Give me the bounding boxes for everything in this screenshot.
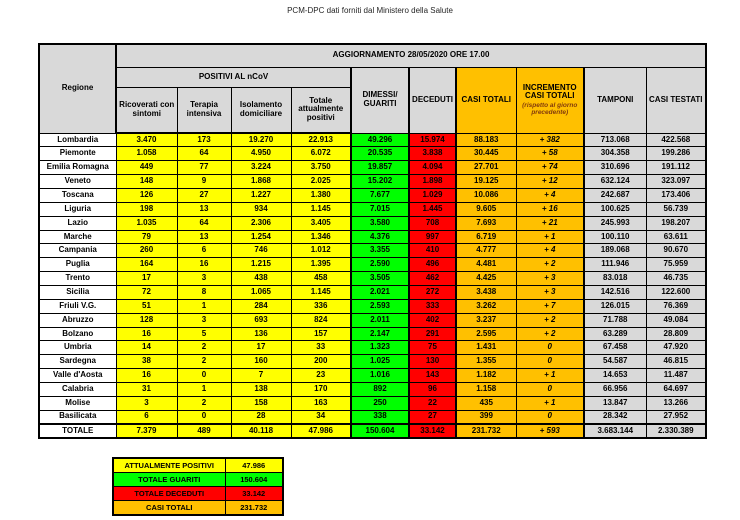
value-cell: 28.809 (646, 327, 706, 341)
value-cell: 1.215 (231, 258, 291, 272)
value-cell: 22 (409, 396, 456, 410)
value-cell: 4.425 (456, 272, 516, 286)
value-cell: 2.011 (351, 313, 409, 327)
value-cell: 143 (409, 369, 456, 383)
column-header-incremento (516, 67, 584, 133)
table-row (39, 147, 706, 161)
value-cell: 90.670 (646, 244, 706, 258)
summary-row (113, 487, 283, 501)
value-cell: 13 (177, 202, 231, 216)
value-cell: 56.739 (646, 202, 706, 216)
table-row (39, 161, 706, 175)
value-cell: 1.145 (291, 202, 351, 216)
value-cell: 198 (116, 202, 177, 216)
region-cell: Veneto (39, 175, 116, 189)
value-cell: 231.732 (456, 424, 516, 438)
summary-value: 47.986 (225, 458, 283, 472)
value-cell: 27.952 (646, 410, 706, 424)
table-row (39, 244, 706, 258)
value-cell: 632.124 (584, 175, 646, 189)
value-cell: 198.207 (646, 216, 706, 230)
value-cell: 20.535 (351, 147, 409, 161)
column-header-casi-testati: CASI TESTATI (646, 67, 706, 133)
region-cell: Sicilia (39, 285, 116, 299)
value-cell: 1.445 (409, 202, 456, 216)
value-cell: + 16 (516, 202, 584, 216)
value-cell: 2.025 (291, 175, 351, 189)
table-row (39, 299, 706, 313)
value-cell: 6.072 (291, 147, 351, 161)
value-cell: 0 (177, 369, 231, 383)
value-cell: 189.068 (584, 244, 646, 258)
value-cell: 242.687 (584, 188, 646, 202)
summary-label: CASI TOTALI (113, 501, 225, 515)
value-cell: 75.959 (646, 258, 706, 272)
value-cell: 163 (291, 396, 351, 410)
value-cell: 27 (177, 188, 231, 202)
region-cell: Calabria (39, 382, 116, 396)
value-cell: 46.815 (646, 355, 706, 369)
column-header-terapia-intensiva: Terapia intensiva (177, 87, 231, 133)
value-cell: 713.068 (584, 133, 646, 147)
value-cell: 1.431 (456, 341, 516, 355)
value-cell: 1.323 (351, 341, 409, 355)
column-header-tamponi: TAMPONI (584, 67, 646, 133)
value-cell: 111.946 (584, 258, 646, 272)
value-cell: + 2 (516, 327, 584, 341)
value-cell: 2 (177, 396, 231, 410)
value-cell: 2 (177, 341, 231, 355)
summary-row (113, 458, 283, 472)
value-cell: + 1 (516, 369, 584, 383)
value-cell: 1.145 (291, 285, 351, 299)
table-row (39, 355, 706, 369)
summary-row (113, 472, 283, 486)
value-cell: 157 (291, 327, 351, 341)
value-cell: 3.237 (456, 313, 516, 327)
value-cell: + 7 (516, 299, 584, 313)
table-row (39, 341, 706, 355)
value-cell: 5 (177, 327, 231, 341)
value-cell: 2.306 (231, 216, 291, 230)
value-cell: 126.015 (584, 299, 646, 313)
value-cell: 693 (231, 313, 291, 327)
value-cell: 100.110 (584, 230, 646, 244)
value-cell: 824 (291, 313, 351, 327)
summary-label: ATTUALMENTE POSITIVI (113, 458, 225, 472)
region-cell: Emilia Romagna (39, 161, 116, 175)
totals-row (39, 424, 706, 438)
value-cell: 173.406 (646, 188, 706, 202)
value-cell: 76.369 (646, 299, 706, 313)
table-row (39, 216, 706, 230)
value-cell: 96 (409, 382, 456, 396)
value-cell: 1 (177, 382, 231, 396)
value-cell: 54.587 (584, 355, 646, 369)
value-cell: 22.913 (291, 133, 351, 147)
value-cell: 47.986 (291, 424, 351, 438)
value-cell: + 58 (516, 147, 584, 161)
value-cell: 3.505 (351, 272, 409, 286)
value-cell: 3.224 (231, 161, 291, 175)
column-group-positivi: POSITIVI AL nCoV (116, 67, 351, 87)
value-cell: 160 (231, 355, 291, 369)
region-cell: Liguria (39, 202, 116, 216)
value-cell: 1.868 (231, 175, 291, 189)
value-cell: 27 (409, 410, 456, 424)
column-header-isolamento: Isolamento domiciliare (231, 87, 291, 133)
value-cell: + 4 (516, 188, 584, 202)
summary-row (113, 501, 283, 515)
value-cell: 1.898 (409, 175, 456, 189)
value-cell: 33 (291, 341, 351, 355)
table-row (39, 258, 706, 272)
value-cell: + 2 (516, 258, 584, 272)
column-header-dimessi-guariti: DIMESSI/ GUARITI (351, 67, 409, 133)
table-row (39, 313, 706, 327)
value-cell: 1.058 (116, 147, 177, 161)
table-row (39, 410, 706, 424)
column-header-ricoverati: Ricoverati con sintomi (116, 87, 177, 133)
value-cell: 323.097 (646, 175, 706, 189)
value-cell: + 4 (516, 244, 584, 258)
value-cell: 1.380 (291, 188, 351, 202)
value-cell: 1.227 (231, 188, 291, 202)
value-cell: 3.580 (351, 216, 409, 230)
value-cell: 75 (409, 341, 456, 355)
value-cell: 4.950 (231, 147, 291, 161)
value-cell: 304.358 (584, 147, 646, 161)
value-cell: 7.677 (351, 188, 409, 202)
value-cell: 0 (516, 355, 584, 369)
table-row (39, 133, 706, 147)
value-cell: 14.653 (584, 369, 646, 383)
value-cell: 16 (177, 258, 231, 272)
value-cell: 63.611 (646, 230, 706, 244)
value-cell: 310.696 (584, 161, 646, 175)
value-cell: 2 (177, 355, 231, 369)
value-cell: 2.021 (351, 285, 409, 299)
value-cell: 170 (291, 382, 351, 396)
value-cell: 17 (231, 341, 291, 355)
table-row (39, 285, 706, 299)
region-cell: Valle d'Aosta (39, 369, 116, 383)
region-cell: Sardegna (39, 355, 116, 369)
value-cell: 19.270 (231, 133, 291, 147)
region-cell: Abruzzo (39, 313, 116, 327)
table-row (39, 382, 706, 396)
value-cell: 1.395 (291, 258, 351, 272)
value-cell: 489 (177, 424, 231, 438)
value-cell: 997 (409, 230, 456, 244)
value-cell: 64 (177, 216, 231, 230)
value-cell: 15.202 (351, 175, 409, 189)
value-cell: 438 (231, 272, 291, 286)
value-cell: 3.683.144 (584, 424, 646, 438)
value-cell: 892 (351, 382, 409, 396)
value-cell: 49.084 (646, 313, 706, 327)
summary-label: TOTALE DECEDUTI (113, 487, 225, 501)
incremento-note: (rispetto al giorno precedente) (522, 102, 578, 117)
value-cell: 13 (177, 230, 231, 244)
region-cell: Lombardia (39, 133, 116, 147)
value-cell: 458 (291, 272, 351, 286)
value-cell: 122.600 (646, 285, 706, 299)
value-cell: 449 (116, 161, 177, 175)
region-cell: Friuli V.G. (39, 299, 116, 313)
value-cell: 33.142 (409, 424, 456, 438)
table-row (39, 230, 706, 244)
value-cell: 128 (116, 313, 177, 327)
value-cell: + 74 (516, 161, 584, 175)
value-cell: + 21 (516, 216, 584, 230)
value-cell: 0 (177, 410, 231, 424)
column-header-regione: Regione (39, 44, 116, 133)
value-cell: 7.015 (351, 202, 409, 216)
value-cell: 28 (231, 410, 291, 424)
value-cell: 291 (409, 327, 456, 341)
value-cell: 1.035 (116, 216, 177, 230)
value-cell: 30.445 (456, 147, 516, 161)
value-cell: 1 (177, 299, 231, 313)
value-cell: 3 (177, 313, 231, 327)
value-cell: 51 (116, 299, 177, 313)
value-cell: 136 (231, 327, 291, 341)
table-row (39, 272, 706, 286)
value-cell: 284 (231, 299, 291, 313)
value-cell: 7 (231, 369, 291, 383)
value-cell: 9 (177, 175, 231, 189)
value-cell: 63.289 (584, 327, 646, 341)
value-cell: 130 (409, 355, 456, 369)
value-cell: 422.568 (646, 133, 706, 147)
region-cell: Basilicata (39, 410, 116, 424)
value-cell: 3 (177, 272, 231, 286)
value-cell: 100.625 (584, 202, 646, 216)
region-rows (39, 133, 706, 438)
value-cell: 250 (351, 396, 409, 410)
value-cell: 3.750 (291, 161, 351, 175)
value-cell: 336 (291, 299, 351, 313)
value-cell: 6.719 (456, 230, 516, 244)
value-cell: 46.735 (646, 272, 706, 286)
value-cell: 8 (177, 285, 231, 299)
incremento-title: INCREMENTO CASI TOTALI (522, 82, 577, 101)
value-cell: 77 (177, 161, 231, 175)
value-cell: 496 (409, 258, 456, 272)
column-header-deceduti: DECEDUTI (409, 67, 456, 133)
summary-value: 33.142 (225, 487, 283, 501)
table-row (39, 202, 706, 216)
value-cell: 19.857 (351, 161, 409, 175)
value-cell: 3.405 (291, 216, 351, 230)
value-cell: + 3 (516, 285, 584, 299)
value-cell: 83.018 (584, 272, 646, 286)
value-cell: + 1 (516, 230, 584, 244)
value-cell: 0 (516, 382, 584, 396)
region-cell: TOTALE (39, 424, 116, 438)
region-cell: Campania (39, 244, 116, 258)
value-cell: 1.016 (351, 369, 409, 383)
value-cell: 4.094 (409, 161, 456, 175)
value-cell: 2.590 (351, 258, 409, 272)
region-cell: Bolzano (39, 327, 116, 341)
value-cell: 1.029 (409, 188, 456, 202)
table-row (39, 188, 706, 202)
value-cell: + 382 (516, 133, 584, 147)
value-cell: 4.376 (351, 230, 409, 244)
value-cell: 399 (456, 410, 516, 424)
value-cell: 1.158 (456, 382, 516, 396)
value-cell: 64.697 (646, 382, 706, 396)
value-cell: 200 (291, 355, 351, 369)
value-cell: 272 (409, 285, 456, 299)
value-cell: 333 (409, 299, 456, 313)
value-cell: 47.920 (646, 341, 706, 355)
value-cell: 34 (291, 410, 351, 424)
value-cell: 16 (116, 369, 177, 383)
value-cell: 410 (409, 244, 456, 258)
value-cell: 0 (516, 341, 584, 355)
value-cell: 3.470 (116, 133, 177, 147)
value-cell: 3.838 (409, 147, 456, 161)
value-cell: 2.330.389 (646, 424, 706, 438)
value-cell: 79 (116, 230, 177, 244)
value-cell: 3 (116, 396, 177, 410)
value-cell: 38 (116, 355, 177, 369)
value-cell: 158 (231, 396, 291, 410)
summary-table (112, 457, 284, 516)
value-cell: 708 (409, 216, 456, 230)
value-cell: 64 (177, 147, 231, 161)
value-cell: 27.701 (456, 161, 516, 175)
value-cell: 0 (516, 410, 584, 424)
value-cell: 462 (409, 272, 456, 286)
value-cell: 49.296 (351, 133, 409, 147)
covid-region-table (38, 43, 707, 439)
region-cell: Puglia (39, 258, 116, 272)
value-cell: 10.086 (456, 188, 516, 202)
value-cell: 66.956 (584, 382, 646, 396)
value-cell: 7.693 (456, 216, 516, 230)
value-cell: 23 (291, 369, 351, 383)
value-cell: 1.025 (351, 355, 409, 369)
value-cell: 934 (231, 202, 291, 216)
value-cell: 164 (116, 258, 177, 272)
value-cell: 88.183 (456, 133, 516, 147)
value-cell: 40.118 (231, 424, 291, 438)
value-cell: 2.595 (456, 327, 516, 341)
value-cell: 4.777 (456, 244, 516, 258)
table-row (39, 396, 706, 410)
value-cell: 1.346 (291, 230, 351, 244)
value-cell: 3.438 (456, 285, 516, 299)
value-cell: 72 (116, 285, 177, 299)
region-cell: Piemonte (39, 147, 116, 161)
value-cell: 260 (116, 244, 177, 258)
region-cell: Molise (39, 396, 116, 410)
value-cell: 1.254 (231, 230, 291, 244)
value-cell: 199.286 (646, 147, 706, 161)
region-cell: Lazio (39, 216, 116, 230)
page-title: PCM-DPC dati forniti dal Ministero della Salute (287, 6, 453, 15)
value-cell: 435 (456, 396, 516, 410)
value-cell: 15.974 (409, 133, 456, 147)
region-cell: Marche (39, 230, 116, 244)
value-cell: + 593 (516, 424, 584, 438)
value-cell: 338 (351, 410, 409, 424)
value-cell: 138 (231, 382, 291, 396)
value-cell: 402 (409, 313, 456, 327)
value-cell: 1.355 (456, 355, 516, 369)
summary-rows (113, 458, 283, 515)
summary-label: TOTALE GUARITI (113, 472, 225, 486)
summary-value: 231.732 (225, 501, 283, 515)
value-cell: 11.487 (646, 369, 706, 383)
value-cell: 1.065 (231, 285, 291, 299)
value-cell: + 3 (516, 272, 584, 286)
value-cell: 13.847 (584, 396, 646, 410)
region-cell: Trento (39, 272, 116, 286)
value-cell: 142.516 (584, 285, 646, 299)
value-cell: 16 (116, 327, 177, 341)
value-cell: 191.112 (646, 161, 706, 175)
update-timestamp-header: AGGIORNAMENTO 28/05/2020 ORE 17.00 (116, 44, 706, 67)
value-cell: 71.788 (584, 313, 646, 327)
region-cell: Toscana (39, 188, 116, 202)
value-cell: + 2 (516, 313, 584, 327)
table-row (39, 327, 706, 341)
value-cell: 3.355 (351, 244, 409, 258)
value-cell: + 12 (516, 175, 584, 189)
column-header-casi-totali: CASI TOTALI (456, 67, 516, 133)
value-cell: 2.593 (351, 299, 409, 313)
value-cell: 9.605 (456, 202, 516, 216)
value-cell: 14 (116, 341, 177, 355)
value-cell: 6 (177, 244, 231, 258)
value-cell: 126 (116, 188, 177, 202)
summary-value: 150.604 (225, 472, 283, 486)
value-cell: 31 (116, 382, 177, 396)
value-cell: 148 (116, 175, 177, 189)
value-cell: 13.266 (646, 396, 706, 410)
value-cell: 1.182 (456, 369, 516, 383)
value-cell: 19.125 (456, 175, 516, 189)
value-cell: 17 (116, 272, 177, 286)
table-row (39, 175, 706, 189)
value-cell: 28.342 (584, 410, 646, 424)
table-row (39, 369, 706, 383)
value-cell: 3.262 (456, 299, 516, 313)
region-cell: Umbria (39, 341, 116, 355)
value-cell: 6 (116, 410, 177, 424)
value-cell: 150.604 (351, 424, 409, 438)
value-cell: 2.147 (351, 327, 409, 341)
value-cell: 67.458 (584, 341, 646, 355)
column-header-totale-positivi: Totale attualmente positivi (291, 87, 351, 133)
value-cell: 746 (231, 244, 291, 258)
value-cell: 173 (177, 133, 231, 147)
value-cell: 4.481 (456, 258, 516, 272)
value-cell: 1.012 (291, 244, 351, 258)
value-cell: 7.379 (116, 424, 177, 438)
value-cell: + 1 (516, 396, 584, 410)
value-cell: 245.993 (584, 216, 646, 230)
